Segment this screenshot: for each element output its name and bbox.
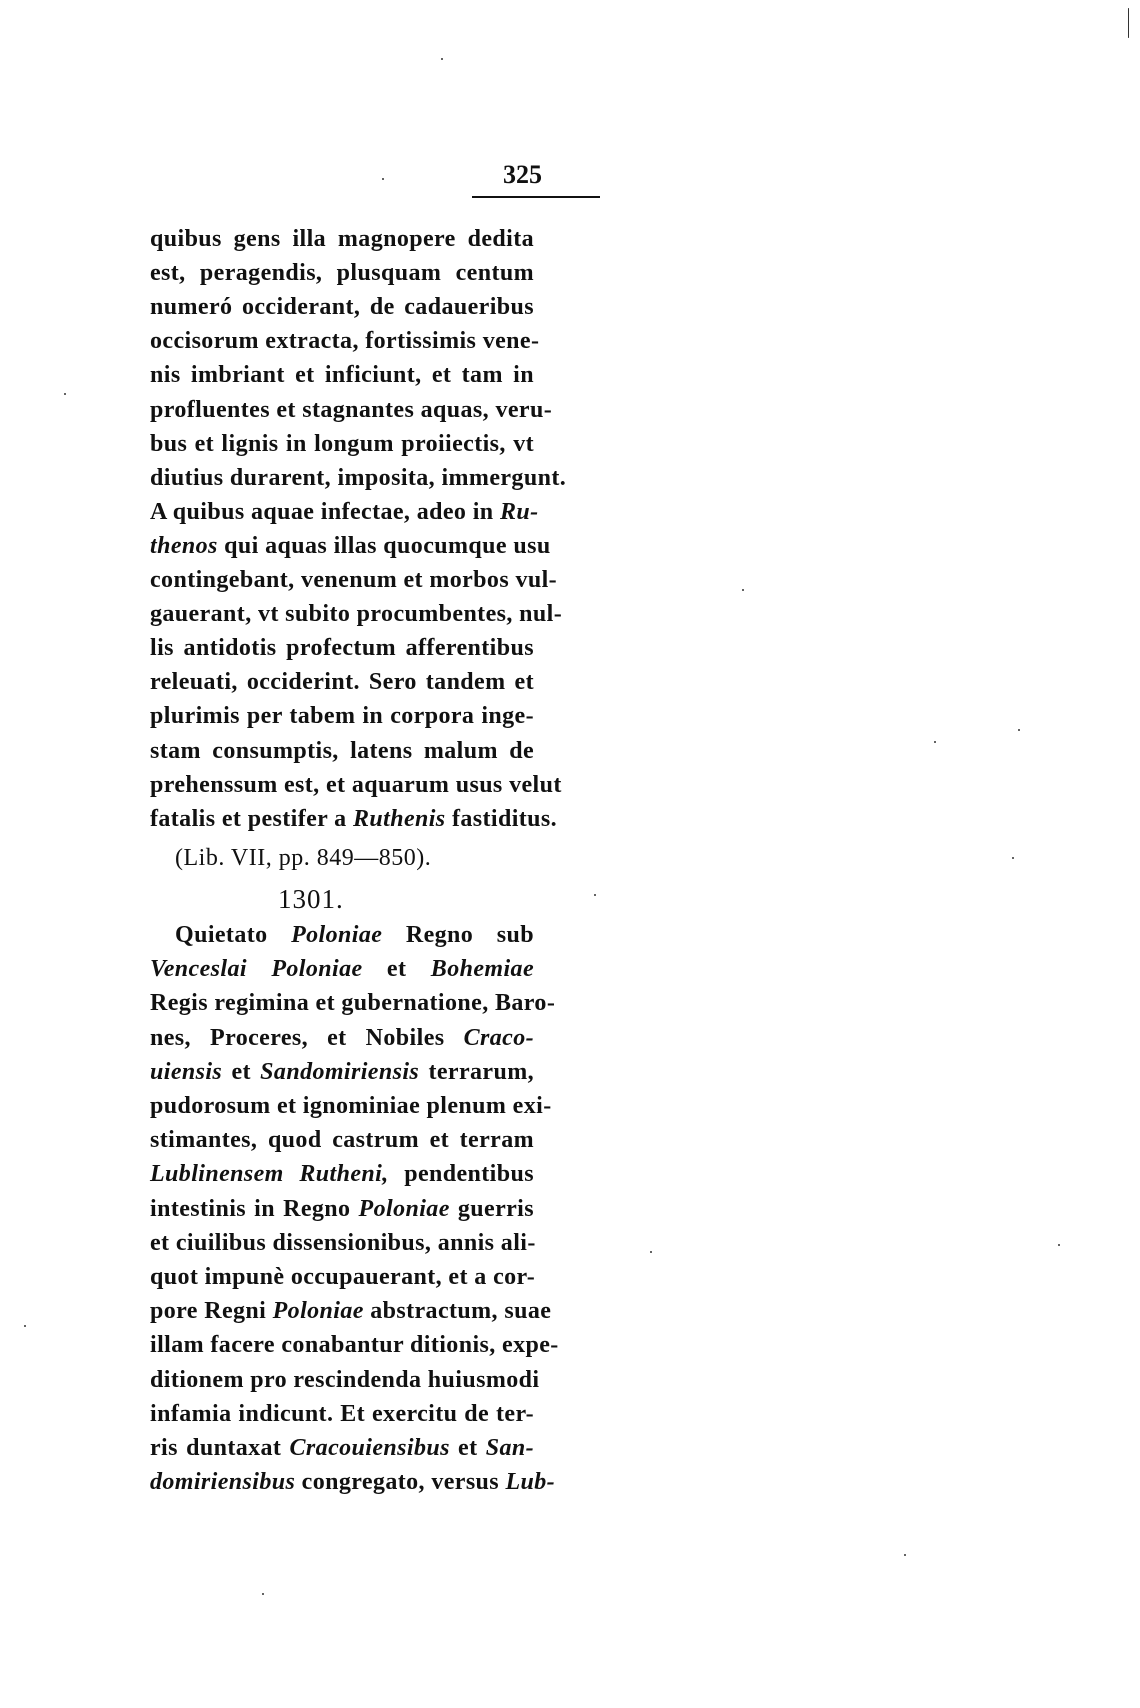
text-segment: Regis regimina et gubernatione, Baro- xyxy=(150,990,556,1017)
text-line xyxy=(150,701,534,731)
text-segment: pudorosum et ignominiae plenum exi- xyxy=(150,1093,552,1119)
scan-speck xyxy=(64,393,66,395)
text-segment: nes, Proceres, et Nobiles xyxy=(150,1024,464,1051)
text-line xyxy=(150,1159,534,1189)
scan-speck xyxy=(934,741,936,743)
text-segment: quibus gens illa magnopere dedita xyxy=(150,226,534,252)
text-line xyxy=(150,667,534,697)
scan-speck xyxy=(594,894,596,896)
page-number: 325 xyxy=(503,160,542,189)
text-line xyxy=(150,565,558,595)
text-segment: pendentibus xyxy=(388,1161,534,1188)
text-line xyxy=(150,1194,534,1224)
text-segment: diutius durarent, imposita, immergunt. xyxy=(150,464,567,491)
text-segment: guerris xyxy=(449,1195,534,1222)
text-line xyxy=(175,920,534,950)
text-line xyxy=(150,360,534,390)
italic-segment: Lub- xyxy=(505,1469,556,1496)
scan-speck xyxy=(1018,729,1020,731)
text-line xyxy=(150,292,534,322)
italic-segment: Venceslai Poloniae xyxy=(150,956,363,983)
text-segment: occisorum extracta, fortissimis vene- xyxy=(150,328,540,355)
italic-segment: Ruthenis xyxy=(352,805,446,832)
text-segment: intestinis in Regno xyxy=(150,1195,359,1222)
italic-segment: uiensis xyxy=(150,1058,223,1085)
scan-speck xyxy=(650,1251,652,1253)
text-line xyxy=(150,531,551,561)
scan-speck xyxy=(1128,8,1129,38)
italic-segment: San- xyxy=(485,1435,534,1461)
text-segment: nis imbriant et inficiunt, et tam in xyxy=(150,362,534,389)
text-line xyxy=(150,1262,534,1292)
text-segment: numeró occiderant, de cadaueribus xyxy=(150,294,534,321)
text-segment: abstractum, suae xyxy=(363,1298,552,1325)
italic-segment: Craco- xyxy=(463,1024,534,1051)
text-segment: congregato, versus xyxy=(295,1469,506,1496)
text-line xyxy=(150,224,534,254)
text-line xyxy=(150,497,539,527)
italic-segment: Poloniae xyxy=(291,922,383,948)
text-line xyxy=(150,633,534,663)
text-line xyxy=(150,429,534,459)
text-segment: contingebant, venenum et morbos vul- xyxy=(150,567,558,593)
text-line xyxy=(150,258,534,288)
scan-speck xyxy=(382,178,384,180)
text-line xyxy=(150,326,540,356)
text-segment: fastiditus. xyxy=(445,805,558,832)
text-segment: quot impunè occupauerant, et a cor- xyxy=(150,1264,536,1290)
text-segment: ris duntaxat xyxy=(150,1435,290,1461)
italic-segment: Poloniae xyxy=(358,1195,450,1222)
text-line xyxy=(150,770,562,800)
text-segment: et xyxy=(362,956,431,983)
text-segment: lis antidotis profectum afferentibus xyxy=(150,635,534,662)
source-reference: (Lib. VII, pp. 849—850). xyxy=(175,845,432,871)
text-line xyxy=(150,804,558,834)
scan-speck xyxy=(742,589,744,591)
text-line xyxy=(150,1399,534,1429)
text-line xyxy=(150,599,563,629)
italic-segment: Lublinensem Rutheni, xyxy=(150,1161,389,1188)
italic-segment: Bohemiae xyxy=(430,956,534,983)
text-segment: Regno sub xyxy=(382,922,534,948)
scan-speck xyxy=(24,1325,26,1327)
text-segment: gauerant, vt subito procumbentes, nul- xyxy=(150,601,563,628)
italic-segment: domiriensibus xyxy=(150,1469,296,1496)
text-line xyxy=(150,1091,552,1121)
italic-segment: Sandomiriensis xyxy=(260,1058,420,1085)
text-segment: qui aquas illas quocumque usu xyxy=(217,532,551,559)
text-segment: stam consumptis, latens malum de xyxy=(150,737,534,764)
text-segment: ditionem pro rescindenda huiusmodi xyxy=(150,1366,540,1393)
text-line xyxy=(150,1125,534,1155)
text-line xyxy=(150,954,534,984)
header-rule xyxy=(472,196,600,198)
text-segment: bus et lignis in longum proiiectis, vt xyxy=(150,430,534,457)
text-segment: et xyxy=(222,1058,261,1085)
scan-speck xyxy=(1058,1244,1060,1246)
text-line xyxy=(150,1467,556,1497)
italic-segment: Ru- xyxy=(499,498,539,525)
text-segment: infamia indicunt. Et exercitu de ter- xyxy=(150,1400,534,1427)
text-segment: illam facere conabantur ditionis, expe- xyxy=(150,1332,559,1359)
text-line xyxy=(150,1023,534,1053)
text-segment: prehenssum est, et aquarum usus velut xyxy=(150,771,562,798)
text-line xyxy=(150,463,567,493)
text-line xyxy=(150,1228,534,1258)
text-segment: pore Regni xyxy=(150,1298,273,1325)
italic-segment: Poloniae xyxy=(272,1298,364,1325)
text-segment: et ciuilibus dissensionibus, annis ali- xyxy=(150,1229,536,1256)
scan-speck xyxy=(262,1593,264,1595)
text-line xyxy=(150,1330,559,1360)
scan-speck xyxy=(904,1554,906,1556)
text-segment: terrarum, xyxy=(419,1058,534,1085)
text-segment: releuati, occiderint. Sero tandem et xyxy=(150,669,534,696)
italic-segment: Cracouiensibus xyxy=(289,1435,450,1461)
year-heading: 1301. xyxy=(278,884,344,914)
text-segment: Quietato xyxy=(175,922,292,948)
text-segment: stimantes, quod castrum et terram xyxy=(150,1127,534,1154)
text-line xyxy=(150,1296,552,1326)
text-line xyxy=(150,1433,534,1463)
text-segment: fatalis et pestifer a xyxy=(150,805,353,832)
text-segment: est, peragendis, plusquam centum xyxy=(150,260,534,287)
text-line xyxy=(150,988,556,1018)
scan-speck xyxy=(1012,857,1014,859)
italic-segment: thenos xyxy=(150,532,218,559)
text-segment: profluentes et stagnantes aquas, veru- xyxy=(150,396,553,423)
text-line xyxy=(150,1365,540,1395)
text-line xyxy=(150,736,534,766)
text-line xyxy=(150,395,553,425)
text-segment: et xyxy=(449,1435,486,1461)
scan-speck xyxy=(441,58,443,60)
text-line xyxy=(150,1057,534,1087)
text-segment: plurimis per tabem in corpora inge- xyxy=(150,703,534,730)
text-segment: A quibus aquae infectae, adeo in xyxy=(150,498,500,525)
